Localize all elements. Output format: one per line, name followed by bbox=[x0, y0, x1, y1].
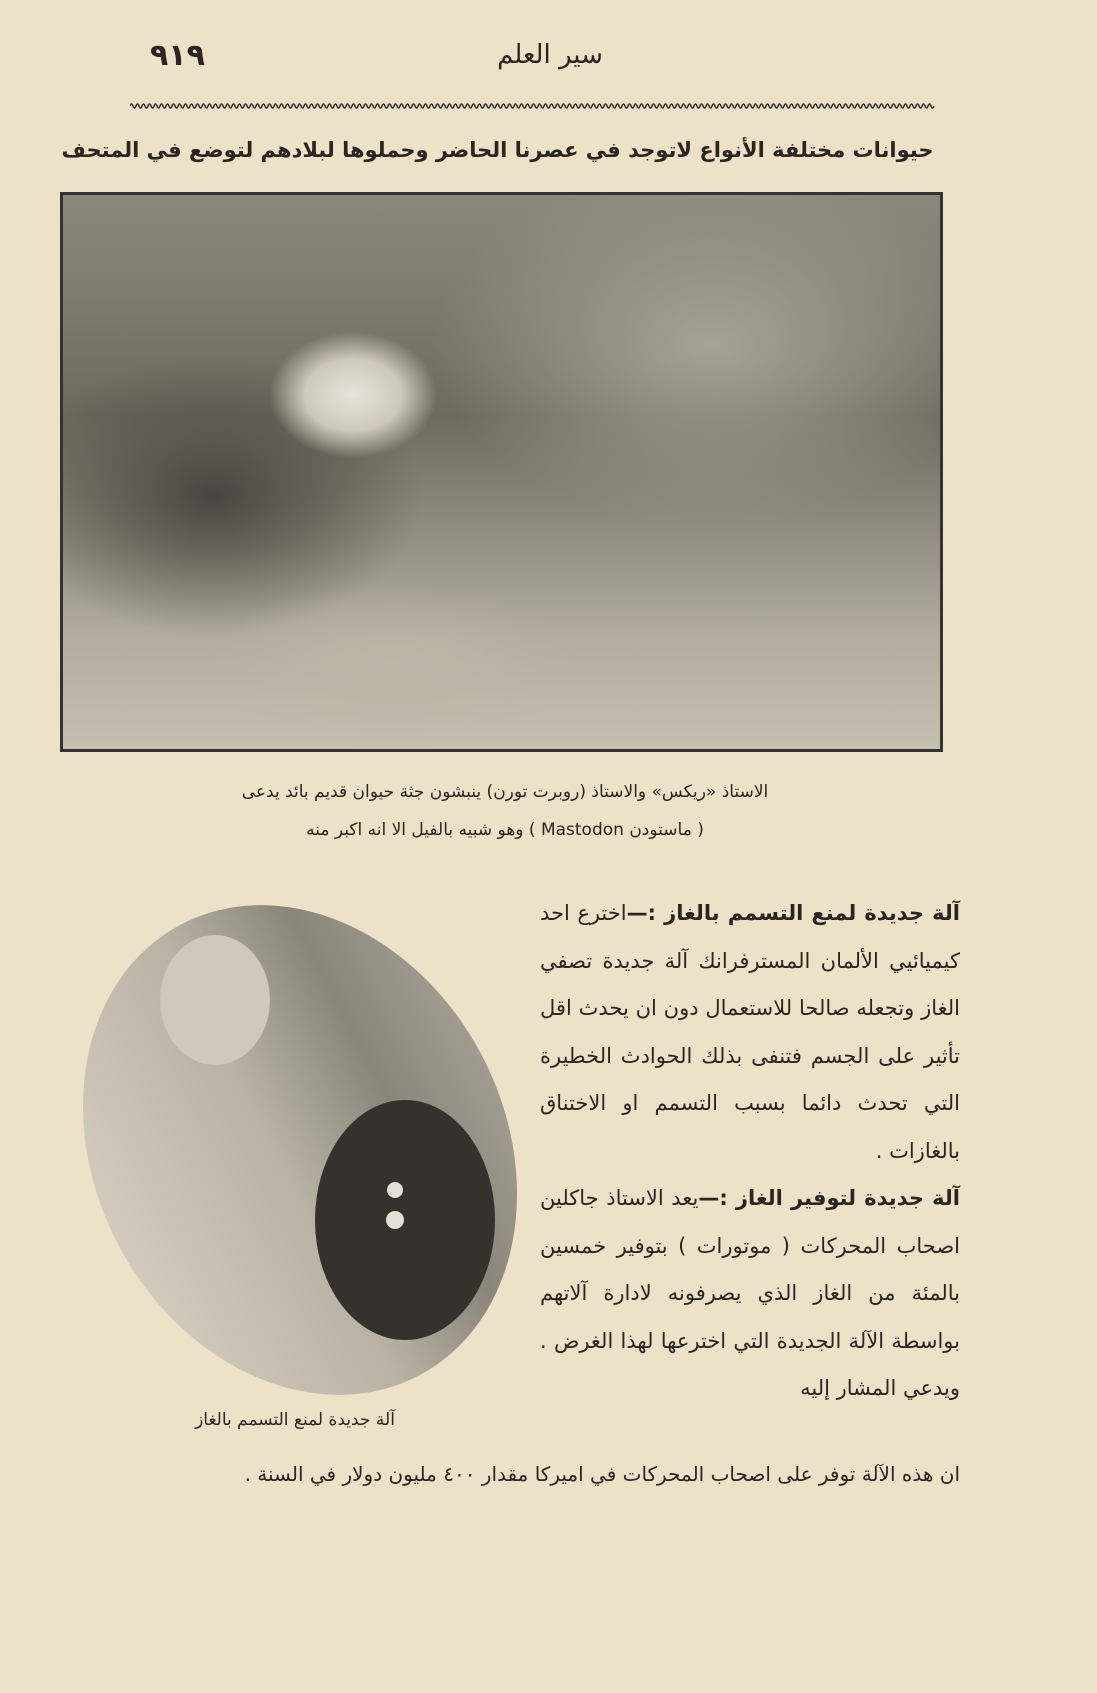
excavation-photo bbox=[60, 192, 943, 752]
wavy-divider bbox=[130, 100, 935, 112]
page-number: ٩١٩ bbox=[150, 38, 205, 73]
photo-caption-line-2: ( ماستودن Mastodon ) وهو شبيه بالفيل الا انه اكبر منه bbox=[306, 820, 704, 840]
article-2 bbox=[540, 1175, 960, 1413]
article-column bbox=[540, 890, 960, 1413]
article-1-heading: آلة جديدة لمنع التسمم بالغاز :— bbox=[626, 901, 960, 925]
gas-machine-photo bbox=[65, 890, 535, 1410]
article-2-last-line: ان هذه الآلة توفر على اصحاب المحركات في اميركا مقدار ٤٠٠ مليون دولار في السنة . bbox=[244, 1462, 960, 1486]
article-2-heading: آلة جديدة لتوفير الغاز :— bbox=[698, 1186, 960, 1210]
gas-machine-caption: آلة جديدة لمنع التسمم بالغاز bbox=[195, 1410, 395, 1430]
headline: حيوانات مختلفة الأنواع لاتوجد في عصرنا الحاضر وحملوها لبلادهم لتوضع في المتحف bbox=[61, 138, 934, 162]
running-title: سير العلم bbox=[497, 40, 603, 70]
article-1 bbox=[540, 890, 960, 1175]
article-2-text: يعد الاستاذ جاكلين اصحاب المحركات ( موتورات ) بتوفير خمسين بالمئة من الغاز الذي يصرفونه لادارة آلاتهم بواسطة الآلة الجديدة التي اخترعها لهذا الغرض . ويدعي المشار إليه bbox=[540, 1186, 960, 1400]
article-1-text: اخترع احد كيميائيي الألمان المسترفرانك آلة جديدة تصفي الغاز وتجعله صالحا للاستعمال دون ان يحدث اقل تأثير على الجسم فتنفى بذلك الحوادث الخطيرة التي تحدث دائما بسبب التسمم او الاختناق بالغازات . bbox=[540, 901, 960, 1163]
photo-caption-line-1: الاستاذ «ريكس» والاستاذ (روبرت تورن) ينبشون جثة حيوان قديم بائد يدعى bbox=[241, 782, 769, 802]
